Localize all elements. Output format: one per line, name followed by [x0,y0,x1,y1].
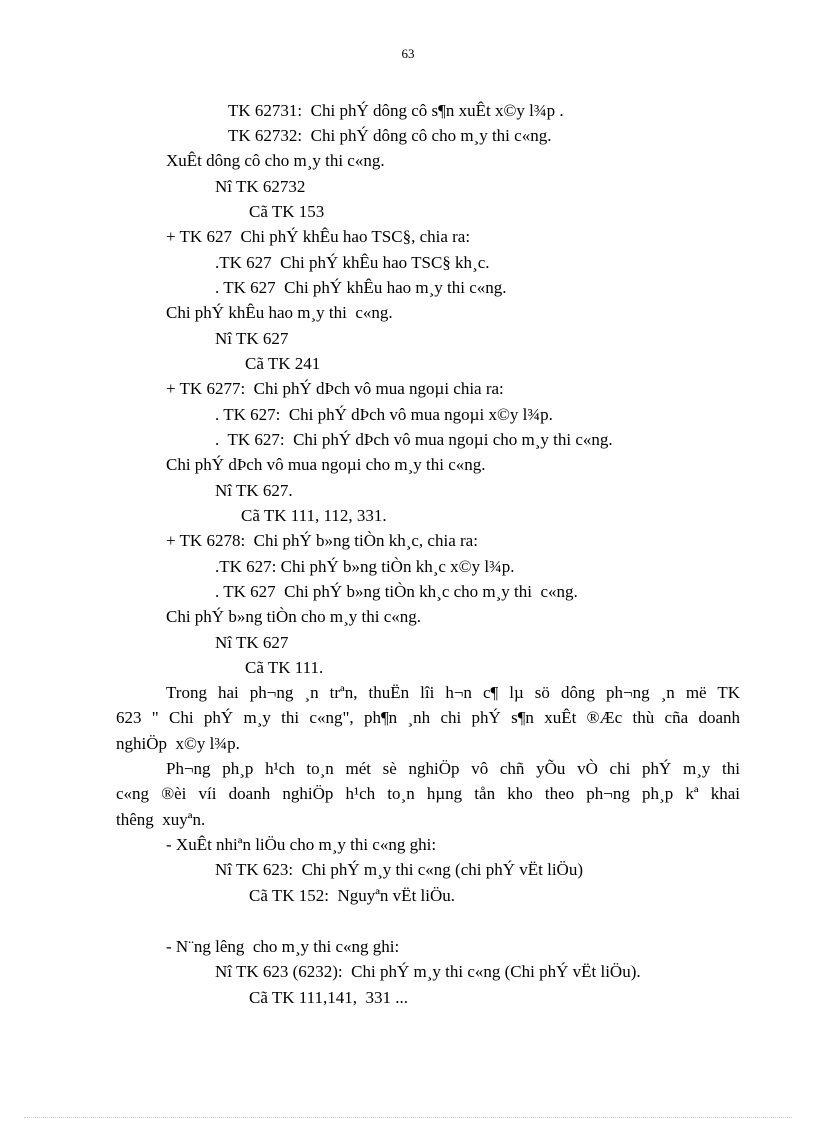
text-line: Cã TK 241 [245,354,321,373]
text-line: TK 62732: Chi phÝ dông cô cho m¸y thi c«ng. [228,126,552,145]
text-line: . TK 627 Chi phÝ khÊu hao m¸y thi c«ng. [215,278,507,297]
paragraph-line: thêng xuyªn. [116,810,206,829]
text-line: Cã TK 111, 112, 331. [241,506,387,525]
text-line: Cã TK 153 [249,202,325,221]
text-line: + TK 6278: Chi phÝ b»ng tiÒn kh¸c, chia ra: [166,531,478,550]
text-line: XuÊt dông cô cho m¸y thi c«ng. [166,151,385,170]
paragraph-line: Ph¬ng ph¸p h¹ch to¸n mét sè nghiÖp vô chñ yÕu vÒ chi phÝ m¸y thi [166,759,740,778]
paragraph-line: c«ng ®èi víi doanh nghiÖp h¹ch to¸n hµng tån kho theo ph¬ng ph¸p kª khai [116,784,740,803]
text-line: Nî TK 623: Chi phÝ m¸y thi c«ng (chi phÝ vËt liÖu) [215,860,583,879]
text-line: Nî TK 627 [215,633,289,652]
text-line: - XuÊt nhiªn liÖu cho m¸y thi c«ng ghi: [166,835,437,854]
text-line: Cã TK 111,141, 331 ... [249,988,408,1007]
text-line: .TK 627 Chi phÝ khÊu hao TSC§ kh¸c. [215,253,490,272]
text-line: + TK 6277: Chi phÝ dÞch vô mua ngoµi chia ra: [166,379,504,398]
page-number: 63 [401,46,415,61]
text-line: Cã TK 152: Nguyªn vËt liÖu. [249,886,456,905]
text-line: - N¨ng lêng cho m¸y thi c«ng ghi: [166,937,400,956]
paragraph-line: Trong hai ph¬ng ¸n trªn, thuËn lîi h¬n c¶ lµ sö dông ph¬ng ¸n më TK [166,683,740,702]
text-line: Cã TK 111. [245,658,324,677]
paragraph-line: nghiÖp x©y l¾p. [116,734,240,753]
text-line: Chi phÝ dÞch vô mua ngoµi cho m¸y thi c«ng. [166,455,486,474]
page-bottom-rule [24,1117,792,1118]
text-line: Nî TK 62732 [215,177,306,196]
text-line: .TK 627: Chi phÝ b»ng tiÒn kh¸c x©y l¾p. [215,557,515,576]
text-line: Nî TK 627 [215,329,289,348]
text-line: Chi phÝ b»ng tiÒn cho m¸y thi c«ng. [166,607,421,626]
text-line: + TK 627 Chi phÝ khÊu hao TSC§, chia ra: [166,227,471,246]
text-line: . TK 627 Chi phÝ b»ng tiÒn kh¸c cho m¸y thi c«ng. [215,582,578,601]
text-line: Nî TK 623 (6232): Chi phÝ m¸y thi c«ng (Chi phÝ vËt liÖu). [215,962,641,981]
text-line: . TK 627: Chi phÝ dÞch vô mua ngoµi cho m¸y thi c«ng. [215,430,613,449]
text-line: TK 62731: Chi phÝ dông cô s¶n xuÊt x©y l¾p . [228,101,564,120]
text-line: Nî TK 627. [215,481,293,500]
text-line: Chi phÝ khÊu hao m¸y thi c«ng. [166,303,393,322]
paragraph-line: 623 " Chi phÝ m¸y thi c«ng", ph¶n ¸nh chi phÝ s¶n xuÊt ®Æc thù cña doanh [116,708,740,727]
text-line: . TK 627: Chi phÝ dÞch vô mua ngoµi x©y l¾p. [215,405,553,424]
